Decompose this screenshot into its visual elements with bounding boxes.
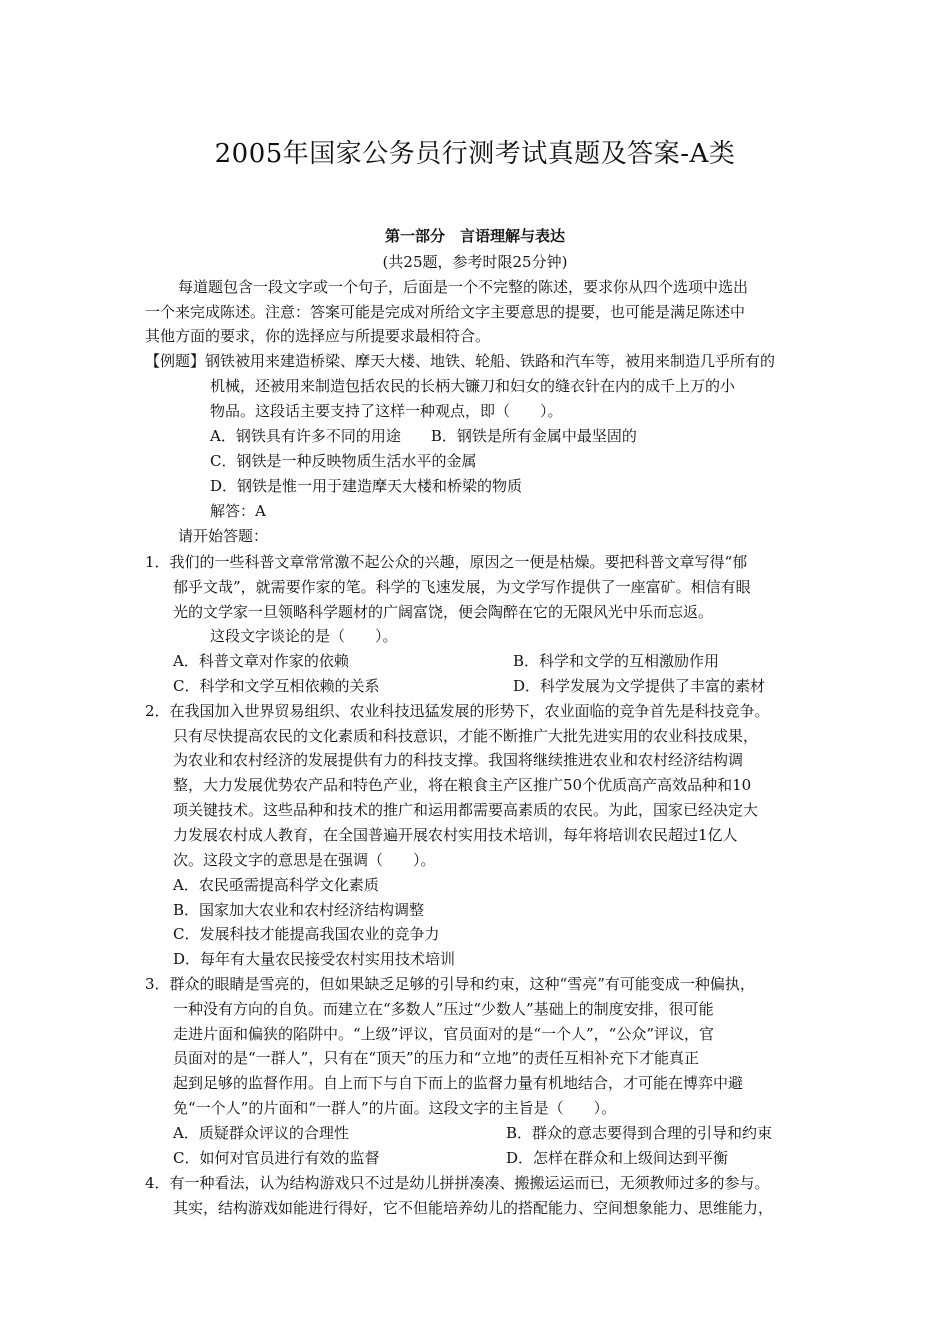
question-line: 一种没有方向的自负。而建立在“多数人”压过“少数人”基础上的制度安排，很可能: [173, 1000, 714, 1018]
example-answer: 解答：A: [210, 502, 266, 520]
question-line: 免“一个人”的片面和“一群人”的片面。这段文字的主旨是（ ）。: [173, 1099, 617, 1117]
document-title: 2005年国家公务员行测考试真题及答案-A类: [214, 139, 736, 169]
question-line: 其实，结构游戏如能进行得好，它不但能培养幼儿的搭配能力、空间想象能力、思维能力，: [173, 1199, 774, 1217]
intro-line: 每道题包含一段文字或一个句子，后面是一个不完整的陈述，要求你从四个选项中选出: [178, 278, 749, 296]
option: A．农民亟需提高科学文化素质: [173, 876, 379, 894]
option: D．科学发展为文学提供了丰富的素材: [513, 677, 766, 695]
question-line: 走进片面和偏狭的陷阱中。“上级”评议，官员面对的是“一个人”，“公众”评议，官: [173, 1025, 715, 1043]
option: A．质疑群众评议的合理性: [173, 1124, 349, 1142]
option: A．科普文章对作家的依赖: [173, 652, 349, 670]
question-line: 起到足够的监督作用。自上而下与自下而上的监督力量有机地结合，才可能在博弈中避: [173, 1074, 744, 1092]
question-line: 光的文学家一旦领略科学题材的广阔富饶，便会陶醉在它的无限风光中乐而忘返。: [173, 603, 714, 621]
example-line: 【例题】钢铁被用来建造桥梁、摩天大楼、地铁、轮船、铁路和汽车等，被用来制造几乎所有的: [145, 352, 776, 370]
section-subheading: (共25题，参考时限25分钟): [382, 253, 568, 271]
question-line: 整，大力发展优势农产品和特色产业，将在粮食主产区推广50个优质高产高效品种和10: [173, 776, 752, 794]
example-line: 物品。这段话主要支持了这样一种观点，即（ ）。: [210, 402, 563, 420]
option: C．如何对官员进行有效的监督: [173, 1149, 380, 1167]
question-line: 次。这段文字的意思是在强调（ ）。: [173, 851, 436, 869]
question-line: 3．群众的眼睛是雪亮的，但如果缺乏足够的引导和约束，这种“雪亮”有可能变成一种偏执，: [145, 975, 755, 993]
example-option: D．钢铁是惟一用于建造摩天大楼和桥梁的物质: [210, 477, 523, 495]
question-line: 1．我们的一些科普文章常常激不起公众的兴趣，原因之一便是枯燥。要把科普文章写得“郁: [145, 553, 748, 571]
option: B．科学和文学的互相激励作用: [513, 652, 720, 670]
example-option: A．钢铁具有许多不同的用途 B．钢铁是所有金属中最坚固的: [210, 427, 637, 445]
option: C．科学和文学互相依赖的关系: [173, 677, 380, 695]
question-line: 只有尽快提高农民的文化素质和科技意识，才能不断推广大批先进实用的农业科技成果，: [173, 727, 759, 745]
example-option: C．钢铁是一种反映物质生活水平的金属: [210, 452, 477, 470]
question-line: 项关键技术。这些品种和技术的推广和运用都需要高素质的农民。为此，国家已经决定大: [173, 801, 759, 819]
question-line: 员面对的是“一群人”，只有在“顶天”的压力和“立地”的责任互相补充下才能真正: [173, 1049, 700, 1067]
start-prompt: 请开始答题：: [178, 527, 269, 545]
question-line: 力发展农村成人教育，在全国普遍开展农村实用技术培训，每年将培训农民超过1亿人: [173, 826, 738, 844]
example-line: 机械，还被用来制造包括农民的长柄大镰刀和妇女的缝衣针在内的成千上万的小: [210, 377, 736, 395]
option: D．每年有大量农民接受农村实用技术培训: [173, 950, 456, 968]
section-heading: 第一部分 言语理解与表达: [384, 227, 565, 245]
option: B．国家加大农业和农村经济结构调整: [173, 901, 425, 919]
option: D．怎样在群众和上级间达到平衡: [506, 1149, 729, 1167]
question-line: 为农业和农村经济的发展提供有力的科技支撑。我国将继续推进农业和农村经济结构调: [173, 751, 744, 769]
intro-line: 一个来完成陈述。注意：答案可能是完成对所给文字主要意思的提要，也可能是满足陈述中: [145, 303, 746, 321]
intro-line: 其他方面的要求，你的选择应与所提要求最相符合。: [145, 327, 491, 345]
option: B．群众的意志要得到合理的引导和约束: [506, 1124, 773, 1142]
option: C．发展科技才能提高我国农业的竞争力: [173, 925, 440, 943]
question-line: 2．在我国加入世界贸易组织、农业科技迅猛发展的形势下，农业面临的竞争首先是科技竞争。: [145, 702, 770, 720]
question-line: 郁乎文哉”，就需要作家的笔。科学的飞速发展，为文学写作提供了一座富矿。相信有眼: [173, 578, 751, 596]
question-line: 4．有一种看法，认为结构游戏只不过是幼儿拼拼凑凑、搬搬运运而已，无须教师过多的参与。: [145, 1174, 770, 1192]
question-line: 这段文字谈论的是（ ）。: [210, 627, 398, 645]
